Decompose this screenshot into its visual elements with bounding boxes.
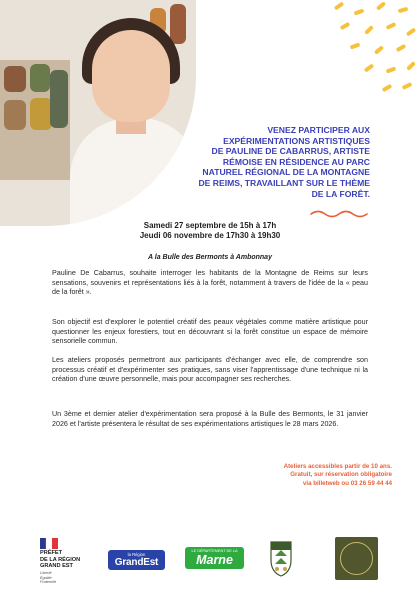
departement-name: Marne xyxy=(196,553,233,567)
prefet-line: GRAND EST xyxy=(40,563,73,569)
headline-line: EXPÉRIMENTATIONS ARTISTIQUES xyxy=(223,135,370,146)
info-contact: via billetweb ou 03 26 59 44 44 xyxy=(302,479,392,487)
yellow-brush-decoration xyxy=(320,0,420,100)
marianne-logo-icon xyxy=(40,538,58,549)
parc-naturel-crest-icon xyxy=(268,538,294,578)
wave-divider-icon xyxy=(310,209,372,219)
venue-text: A la Bulle des Bermonts à Ambonnay xyxy=(148,254,272,261)
headline-line: NATUREL RÉGIONAL DE LA MONTAGNE xyxy=(202,167,370,178)
artist-photo xyxy=(0,0,196,226)
departement-label: LE DÉPARTEMENT DE LA xyxy=(191,549,238,553)
paragraph-final-workshop: Un 3ème et dernier atelier d'expérimentation sera proposé à la Bulle des Bermonts, le 31 janvier 2026 et l'artiste présentera le résultat de ses expérimentations artistiques le 28 mars 2026. xyxy=(52,410,368,428)
invitation-headline xyxy=(176,125,370,199)
paragraph-objective: Son objectif est d'explorer le potentiel créatif des peaux végétales comme matière artistique pour questionner les enjeux forestiers, tout en découvrant si la forêt constitue un espace de mémoire sensorielle commun. xyxy=(52,318,368,345)
date-first-session: Samedi 27 septembre de 15h à 17h xyxy=(143,221,277,230)
paragraph-ateliers: Les ateliers proposés permettront aux participants d'échanger avec elle, de comprendre son processus créatif et d'expérimenter ses pratiques, sans viser l'apprentissage d'une technique ni la création d'une œuvre personnelle, mais pour accompagner ses recherches. xyxy=(52,356,368,383)
region-grand-est-logo xyxy=(108,550,165,570)
bulle-des-bermonts-logo xyxy=(335,537,378,580)
motto-line: Égalité xyxy=(40,575,52,580)
prefet-line: DE LA RÉGION xyxy=(40,556,81,563)
info-booking: Gratuit, sur réservation obligatoire xyxy=(290,471,392,479)
motto-line: Liberté xyxy=(40,571,52,575)
headline-line: RÉMOISE EN RÉSIDENCE AU PARC xyxy=(222,156,370,167)
departement-marne-logo xyxy=(185,547,244,569)
motto-line: Fraternité xyxy=(40,580,57,585)
prefet-motto xyxy=(40,571,56,585)
region-name: GrandEst xyxy=(114,557,159,568)
headline-line: VENEZ PARTICIPER AUX xyxy=(267,125,370,135)
headline-line: DE LA FORÊT. xyxy=(311,188,370,199)
date-second-session: Jeudi 06 novembre de 17h30 à 19h30 xyxy=(139,231,281,240)
info-age: Ateliers accessibles partir de 10 ans. xyxy=(283,463,392,470)
paragraph-intro: Pauline De Cabarrus, souhaite interroger les habitants de la Montagne de Reims sur leurs sensations, souvenirs et représentations liés à la forêt, notamment à travers de l'idée de la « peau de la forêt ». xyxy=(52,269,368,296)
prefet-logo-text xyxy=(40,550,80,570)
region-label: la Région xyxy=(127,552,146,557)
headline-line: DE REIMS, TRAVAILLANT SUR LE THÈME xyxy=(198,177,370,188)
prefet-line: PRÉFET xyxy=(40,550,63,556)
practical-info xyxy=(172,463,392,488)
headline-line: DE PAULINE DE CABARRUS, ARTISTE xyxy=(211,146,370,157)
